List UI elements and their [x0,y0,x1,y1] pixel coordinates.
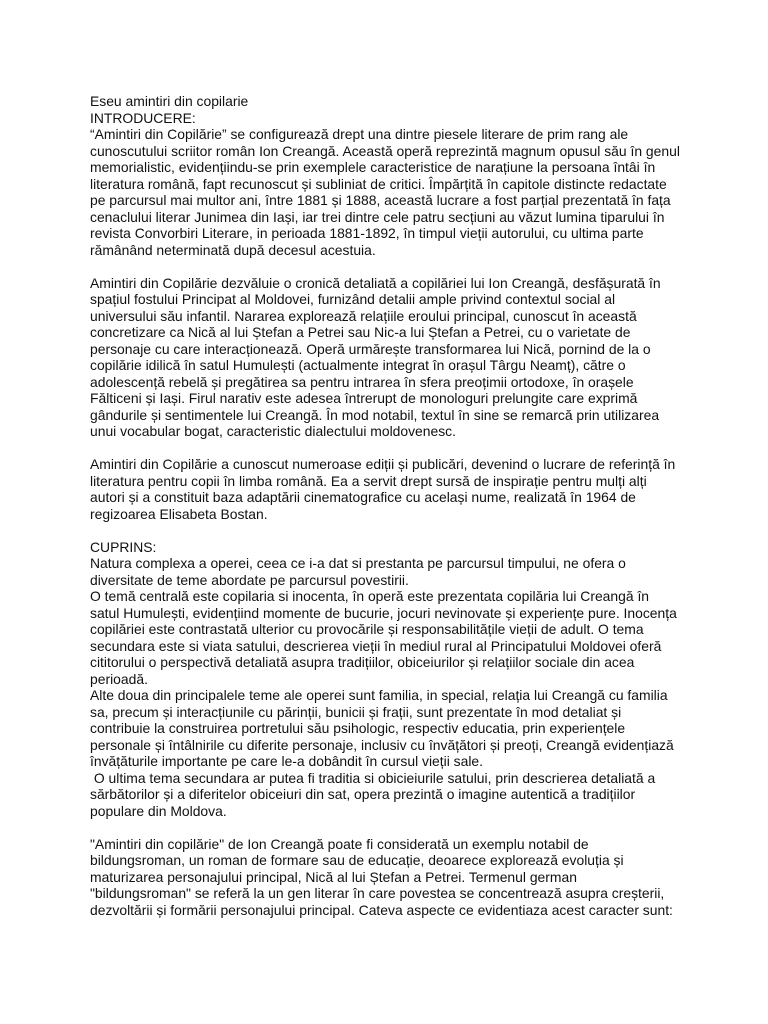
text-line: literatura pentru copii în limba română. Ea a servit drept sursă de inspirație pentru mulți alți [90,472,647,489]
text-line: copilăriei este contrastată ulterior cu provocările și responsabilitățile vieții de adult. O tema [90,621,644,637]
text-line: maturizarea personajului principal, Nică al lui Ștefan a Petrei. Termenul german [90,868,577,885]
text-line: sa, precum și interacțiunile cu părinții, bunicii și frații, sunt prezentate în mod detaliat și [90,703,622,720]
section-heading-cuprins: CUPRINS: [90,538,157,555]
text-line: sărbătorilor și a diferitelor obiceiuri din sat, opera prezintă o imagine autentică a tradițiilor [90,786,636,802]
bildungsroman-paragraph [90,836,672,919]
text-line: adolescență rebelă și pregătirea sa pentru intrarea în sfera preoțimii ortodoxe, în orașele [90,373,634,390]
text-line: bildungsroman, un roman de formare sau de educație, deoarece explorează evoluția și [90,852,624,868]
intro-paragraph-1 [90,126,680,258]
document-header [90,93,672,126]
text-line: pe parcursul mai multor ani, între 1881 și 1888, această lucrare a fost parțial prezentată în fața [90,192,671,208]
intro-paragraph-3 [90,456,676,522]
text-line: diversitate de teme abordate pe parcursul povestirii. [90,571,409,588]
section-heading-intro: INTRODUCERE: [90,109,196,126]
text-line: perioadă. [90,670,148,687]
text-line: O ultima tema secundara ar putea fi traditia si obicieiurile satului, prin descrierea detaliată a [90,769,656,786]
intro-paragraph-2 [90,275,672,440]
cuprins-section [90,538,677,820]
document-body [90,93,680,918]
text-line: spațiul fostului Principat al Moldovei, furnizând detalii ample privind contextul social al [90,291,616,307]
text-line: O temă centrală este copilaria si inocenta, în operă este prezentata copilăria lui Creangă în [90,588,650,604]
text-line: învățăturile importante pe care le-a dobândit în cursul vieții sale. [90,753,484,769]
text-line: cititorului o perspectivă detaliată asupra tradițiilor, obiceiurilor și relațiilor sociale din acea [90,654,635,670]
text-line: personale și întâlnirile cu diferite personaje, inclusiv cu învățători și preoți, Creangă evidențiază [90,736,674,753]
text-line: universului său infantil. Nararea explorează relațiile eroului principal, cunoscut în această [90,307,637,324]
text-line: rămânând neterminată după decesul acestuia. [90,241,376,258]
text-line: cenaclului literar Junimea din Iași, iar trei dintre cele patru secțiuni au văzut lumina tiparului în [90,208,665,225]
text-line: Amintiri din Copilărie a cunoscut numeroase ediții și publicări, devenind o lucrare de referință în [90,456,676,472]
text-line: satul Humulești, evidențiind momente de bucurie, jocuri nevinovate și experiențe pure. Inocența [90,604,677,621]
text-line: Natura complexa a operei, ceea ce i-a dat si prestanta pe parcursul timpului, ne ofera o [90,555,626,571]
text-line: cunoscutului scriitor român Ion Creangă. Această operă reprezintă magnum opusul său în genul [90,142,680,159]
text-line: unui vocabular bogat, caracteristic dialectului moldovenesc. [90,423,456,439]
text-line: literatura română, fapt recunoscut și subliniat de critici. Împărțită în capitole distincte redactate [90,175,667,192]
text-line: Amintiri din Copilărie dezvăluie o cronică detaliată a copilăriei lui Ion Creangă, desfășurată în [90,274,661,291]
text-line: memorialistic, evidențiindu-se prin exemplele caracteristice de narațiune la persoana întâi în [90,159,656,175]
text-line: populare din Moldova. [90,802,227,819]
text-line: dezvoltării și formării personajului principal. Cateva aspecte ce evidentiaza acest caracter sunt: [90,901,673,918]
text-line: secundara este si viata satului, descrierea vieții în mediul rural al Principatului Moldovei oferă [90,637,662,654]
document-title: Eseu amintiri din copilarie [90,93,249,109]
text-line: “Amintiri din Copilărie” se configurează drept una dintre piesele literare de prim rang ale [90,126,629,142]
text-line: "bildungsroman" se referă la un gen literar în care povestea se concentrează asupra creșterii, [90,885,665,901]
text-line: regizoarea Elisabeta Bostan. [90,505,268,522]
text-line: autori și a constituit baza adaptării cinematografice cu același nume, realizată în 1964 de [90,489,636,505]
text-line: Alte doua din principalele teme ale operei sunt familia, in special, relația lui Creangă cu familia [90,687,668,703]
text-line: concretizare ca Nică al lui Ștefan a Petrei sau Nic-a lui Ștefan a Petrei, cu o varietate de [90,324,631,340]
text-line: gândurile și sentimentele lui Creangă. În mod notabil, textul în sine se remarcă prin utilizarea [90,406,660,423]
text-line: Fălticeni și Iași. Firul narativ este adesea întrerupt de monologuri prelungite care exprimă [90,390,638,406]
text-line: copilărie idilică în satul Humulești (actualmente integrat în orașul Târgu Neamț), către o [90,357,626,373]
text-line: contribuie la construirea portretului său psihologic, respectiv educatia, prin experiențele [90,720,626,736]
text-line: "Amintiri din copilărie" de Ion Creangă poate fi considerată un exemplu notabil de [90,835,589,852]
text-line: revista Convorbiri Literare, in perioada 1881-1892, în timpul vieții autorului, cu ultima parte [90,225,644,241]
text-line: personaje cu care interacționează. Operă urmărește transformarea lui Nică, pornind de la o [90,340,651,357]
